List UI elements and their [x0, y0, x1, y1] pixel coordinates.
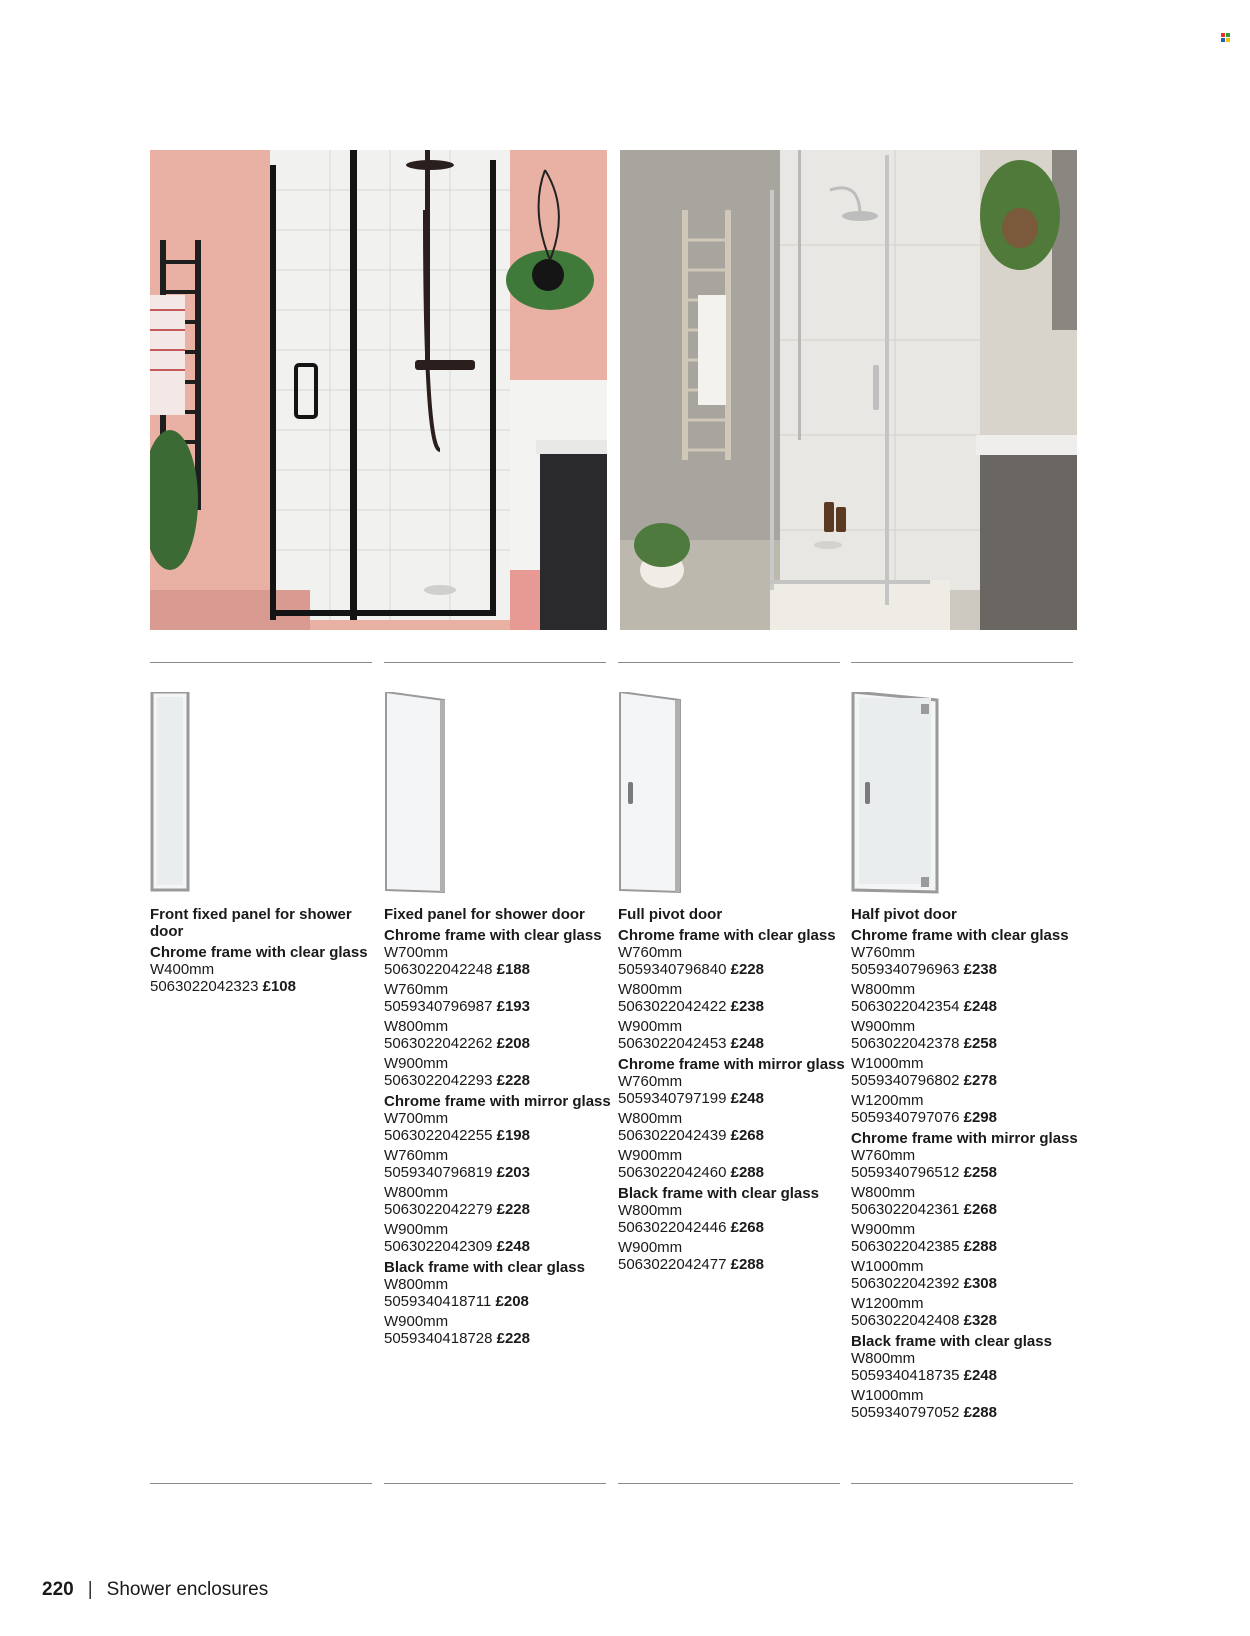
size-price-entry: [618, 1110, 853, 1144]
product-code: 5063022042446: [618, 1219, 727, 1236]
size-price-entry: [851, 1258, 1086, 1292]
size-price-entry: [851, 1055, 1086, 1089]
size-price-entry: [851, 944, 1086, 978]
price: £288: [963, 1238, 997, 1255]
size-label: W900mm: [384, 1055, 449, 1072]
product-code: 5059340796963: [851, 961, 960, 978]
size-label: W900mm: [851, 1221, 916, 1238]
price: £203: [496, 1164, 530, 1181]
code-price-row: [384, 1072, 619, 1089]
code-price-row: [618, 1256, 853, 1273]
size-price-entry: [384, 981, 619, 1015]
price: £288: [730, 1164, 764, 1181]
product-block-fixed-panel: [384, 906, 619, 1350]
finish-heading: Black frame with clear glass: [384, 1259, 585, 1276]
product-code: 5059340797076: [851, 1109, 960, 1126]
product-code: 5063022042279: [384, 1201, 493, 1218]
product-code: 5063022042408: [851, 1312, 960, 1329]
price: £248: [496, 1238, 530, 1255]
finish-heading: Chrome frame with mirror glass: [618, 1056, 845, 1073]
product-code: 5063022042385: [851, 1238, 960, 1255]
price: £298: [963, 1109, 997, 1126]
size-label: W800mm: [384, 1018, 449, 1035]
price: £248: [963, 998, 997, 1015]
size-price-entry: [384, 944, 619, 978]
product-code: 5063022042453: [618, 1035, 727, 1052]
price: £328: [963, 1312, 997, 1329]
size-price-entry: [851, 981, 1086, 1015]
product-title: Full pivot door: [618, 906, 723, 923]
price: £268: [730, 1219, 764, 1236]
size-label: W1000mm: [851, 1055, 924, 1072]
size-price-entry: [851, 1387, 1086, 1421]
price: £288: [963, 1404, 997, 1421]
size-label: W760mm: [851, 1147, 916, 1164]
finish-heading: Chrome frame with mirror glass: [384, 1093, 611, 1110]
finish-heading: Chrome frame with clear glass: [851, 927, 1069, 944]
product-code: 5059340796512: [851, 1164, 960, 1181]
size-label: W900mm: [618, 1239, 683, 1256]
price: £238: [730, 998, 764, 1015]
column-bottom-rule: [150, 1483, 372, 1484]
product-title: Fixed panel for shower door: [384, 906, 585, 923]
footer-separator: |: [87, 1579, 93, 1600]
product-code: 5063022042354: [851, 998, 960, 1015]
size-label: W900mm: [851, 1018, 916, 1035]
code-price-row: [618, 1035, 853, 1052]
code-price-row: [851, 1404, 1086, 1421]
product-code: 5059340418711: [384, 1293, 492, 1310]
product-code: 5063022042460: [618, 1164, 727, 1181]
size-label: W1000mm: [851, 1258, 924, 1275]
column-bottom-rule: [851, 1483, 1073, 1484]
product-code: 5063022042255: [384, 1127, 493, 1144]
finish-heading: Chrome frame with clear glass: [150, 944, 368, 961]
product-code: 5063022042477: [618, 1256, 727, 1273]
code-price-row: [851, 1201, 1086, 1218]
size-label: W900mm: [384, 1313, 449, 1330]
size-label: W760mm: [618, 944, 683, 961]
price: £108: [262, 978, 296, 995]
size-label: W700mm: [384, 1110, 449, 1127]
code-price-row: [618, 1090, 853, 1107]
size-price-entry: [384, 1184, 619, 1218]
code-price-row: [384, 1293, 619, 1310]
code-price-row: [384, 998, 619, 1015]
product-code: 5063022042309: [384, 1238, 493, 1255]
product-code: 5059340796987: [384, 998, 493, 1015]
size-label: W700mm: [384, 944, 449, 961]
product-code: 5059340796819: [384, 1164, 493, 1181]
price: £228: [730, 961, 764, 978]
size-label: W1200mm: [851, 1092, 924, 1109]
size-label: W800mm: [384, 1276, 449, 1293]
code-price-row: [618, 1127, 853, 1144]
code-price-row: [150, 978, 385, 995]
product-code: 5063022042248: [384, 961, 493, 978]
section-title: Shower enclosures: [106, 1579, 269, 1600]
product-code: 5063022042361: [851, 1201, 960, 1218]
size-label: W900mm: [618, 1147, 683, 1164]
size-label: W760mm: [618, 1073, 683, 1090]
page-number: 220: [42, 1579, 74, 1600]
size-label: W760mm: [384, 1147, 449, 1164]
price: £248: [730, 1035, 764, 1052]
size-label: W800mm: [384, 1184, 449, 1201]
size-label: W800mm: [618, 1110, 683, 1127]
size-price-entry: [618, 1073, 853, 1107]
size-price-entry: [851, 1295, 1086, 1329]
size-label: W1000mm: [851, 1387, 924, 1404]
size-label: W400mm: [150, 961, 215, 978]
price: £258: [963, 1035, 997, 1052]
price: £288: [730, 1256, 764, 1273]
size-price-entry: [384, 1276, 619, 1310]
product-code: 5063022042439: [618, 1127, 727, 1144]
size-price-entry: [618, 1202, 853, 1236]
product-code: 5059340418728: [384, 1330, 493, 1347]
size-price-entry: [384, 1221, 619, 1255]
code-price-row: [851, 1164, 1086, 1181]
price: £228: [496, 1201, 530, 1218]
size-label: W800mm: [851, 981, 916, 998]
finish-heading: Black frame with clear glass: [618, 1185, 819, 1202]
price: £228: [496, 1072, 530, 1089]
size-price-entry: [618, 1018, 853, 1052]
size-price-entry: [384, 1110, 619, 1144]
product-code: 5063022042262: [384, 1035, 493, 1052]
price: £193: [496, 998, 530, 1015]
size-price-entry: [851, 1350, 1086, 1384]
code-price-row: [384, 1127, 619, 1144]
size-price-entry: [851, 1221, 1086, 1255]
price: £308: [963, 1275, 997, 1292]
size-price-entry: [851, 1018, 1086, 1052]
size-label: W800mm: [851, 1350, 916, 1367]
code-price-row: [851, 1312, 1086, 1329]
size-label: W760mm: [851, 944, 916, 961]
chrome-pivot-door-photo: [620, 150, 1077, 630]
price: £248: [963, 1367, 997, 1384]
column-bottom-rule: [618, 1483, 840, 1484]
column-top-rule: [618, 662, 840, 663]
product-block-half-pivot-door: [851, 906, 1086, 1424]
product-code: 5063022042323: [150, 978, 259, 995]
code-price-row: [851, 1275, 1086, 1292]
price: £228: [496, 1330, 530, 1347]
code-price-row: [851, 1035, 1086, 1052]
product-code: 5063022042378: [851, 1035, 960, 1052]
code-price-row: [851, 1109, 1086, 1126]
registration-mark: [1221, 33, 1230, 42]
product-code: 5059340797199: [618, 1090, 727, 1107]
price: £188: [496, 961, 530, 978]
page-footer: [42, 1579, 268, 1601]
price: £208: [495, 1293, 529, 1310]
black-frame-enclosure-photo: [150, 150, 607, 630]
size-price-entry: [384, 1147, 619, 1181]
price: £268: [730, 1127, 764, 1144]
size-price-entry: [851, 1147, 1086, 1181]
size-label: W900mm: [618, 1018, 683, 1035]
product-code: 5059340797052: [851, 1404, 960, 1421]
code-price-row: [384, 1201, 619, 1218]
product-code: 5063022042392: [851, 1275, 960, 1292]
size-label: W1200mm: [851, 1295, 924, 1312]
product-code: 5059340418735: [851, 1367, 960, 1384]
code-price-row: [851, 1072, 1086, 1089]
product-code: 5063022042422: [618, 998, 727, 1015]
size-price-entry: [851, 1092, 1086, 1126]
code-price-row: [618, 998, 853, 1015]
code-price-row: [851, 1367, 1086, 1384]
code-price-row: [384, 1035, 619, 1052]
price: £238: [963, 961, 997, 978]
column-top-rule: [384, 662, 606, 663]
size-label: W760mm: [384, 981, 449, 998]
full-pivot-door-icon: [618, 692, 718, 897]
code-price-row: [384, 1330, 619, 1347]
finish-heading: Chrome frame with clear glass: [384, 927, 602, 944]
price: £248: [730, 1090, 764, 1107]
code-price-row: [384, 961, 619, 978]
product-block-full-pivot-door: [618, 906, 853, 1276]
code-price-row: [851, 961, 1086, 978]
column-bottom-rule: [384, 1483, 606, 1484]
price: £208: [496, 1035, 530, 1052]
finish-heading: Chrome frame with clear glass: [618, 927, 836, 944]
finish-heading: Chrome frame with mirror glass: [851, 1130, 1078, 1147]
code-price-row: [384, 1238, 619, 1255]
front-fixed-panel-icon: [150, 692, 250, 897]
code-price-row: [851, 1238, 1086, 1255]
code-price-row: [618, 1219, 853, 1236]
half-pivot-door-icon: [851, 692, 951, 897]
price: £198: [496, 1127, 530, 1144]
size-price-entry: [384, 1313, 619, 1347]
code-price-row: [384, 1164, 619, 1181]
size-price-entry: [384, 1018, 619, 1052]
column-top-rule: [150, 662, 372, 663]
product-title: Front fixed panel for shower door: [150, 906, 352, 940]
code-price-row: [618, 1164, 853, 1181]
price: £268: [963, 1201, 997, 1218]
size-label: W800mm: [618, 1202, 683, 1219]
code-price-row: [618, 961, 853, 978]
size-price-entry: [618, 1147, 853, 1181]
product-code: 5063022042293: [384, 1072, 493, 1089]
size-label: W900mm: [384, 1221, 449, 1238]
size-price-entry: [618, 981, 853, 1015]
price: £258: [963, 1164, 997, 1181]
product-code: 5059340796840: [618, 961, 727, 978]
fixed-panel-icon: [384, 692, 484, 897]
size-price-entry: [150, 961, 385, 995]
product-title: Half pivot door: [851, 906, 957, 923]
size-label: W800mm: [618, 981, 683, 998]
size-price-entry: [618, 1239, 853, 1273]
size-price-entry: [618, 944, 853, 978]
product-block-front-fixed-panel: [150, 906, 385, 998]
product-code: 5059340796802: [851, 1072, 960, 1089]
code-price-row: [851, 998, 1086, 1015]
price: £278: [963, 1072, 997, 1089]
finish-heading: Black frame with clear glass: [851, 1333, 1052, 1350]
size-price-entry: [851, 1184, 1086, 1218]
column-top-rule: [851, 662, 1073, 663]
size-label: W800mm: [851, 1184, 916, 1201]
size-price-entry: [384, 1055, 619, 1089]
